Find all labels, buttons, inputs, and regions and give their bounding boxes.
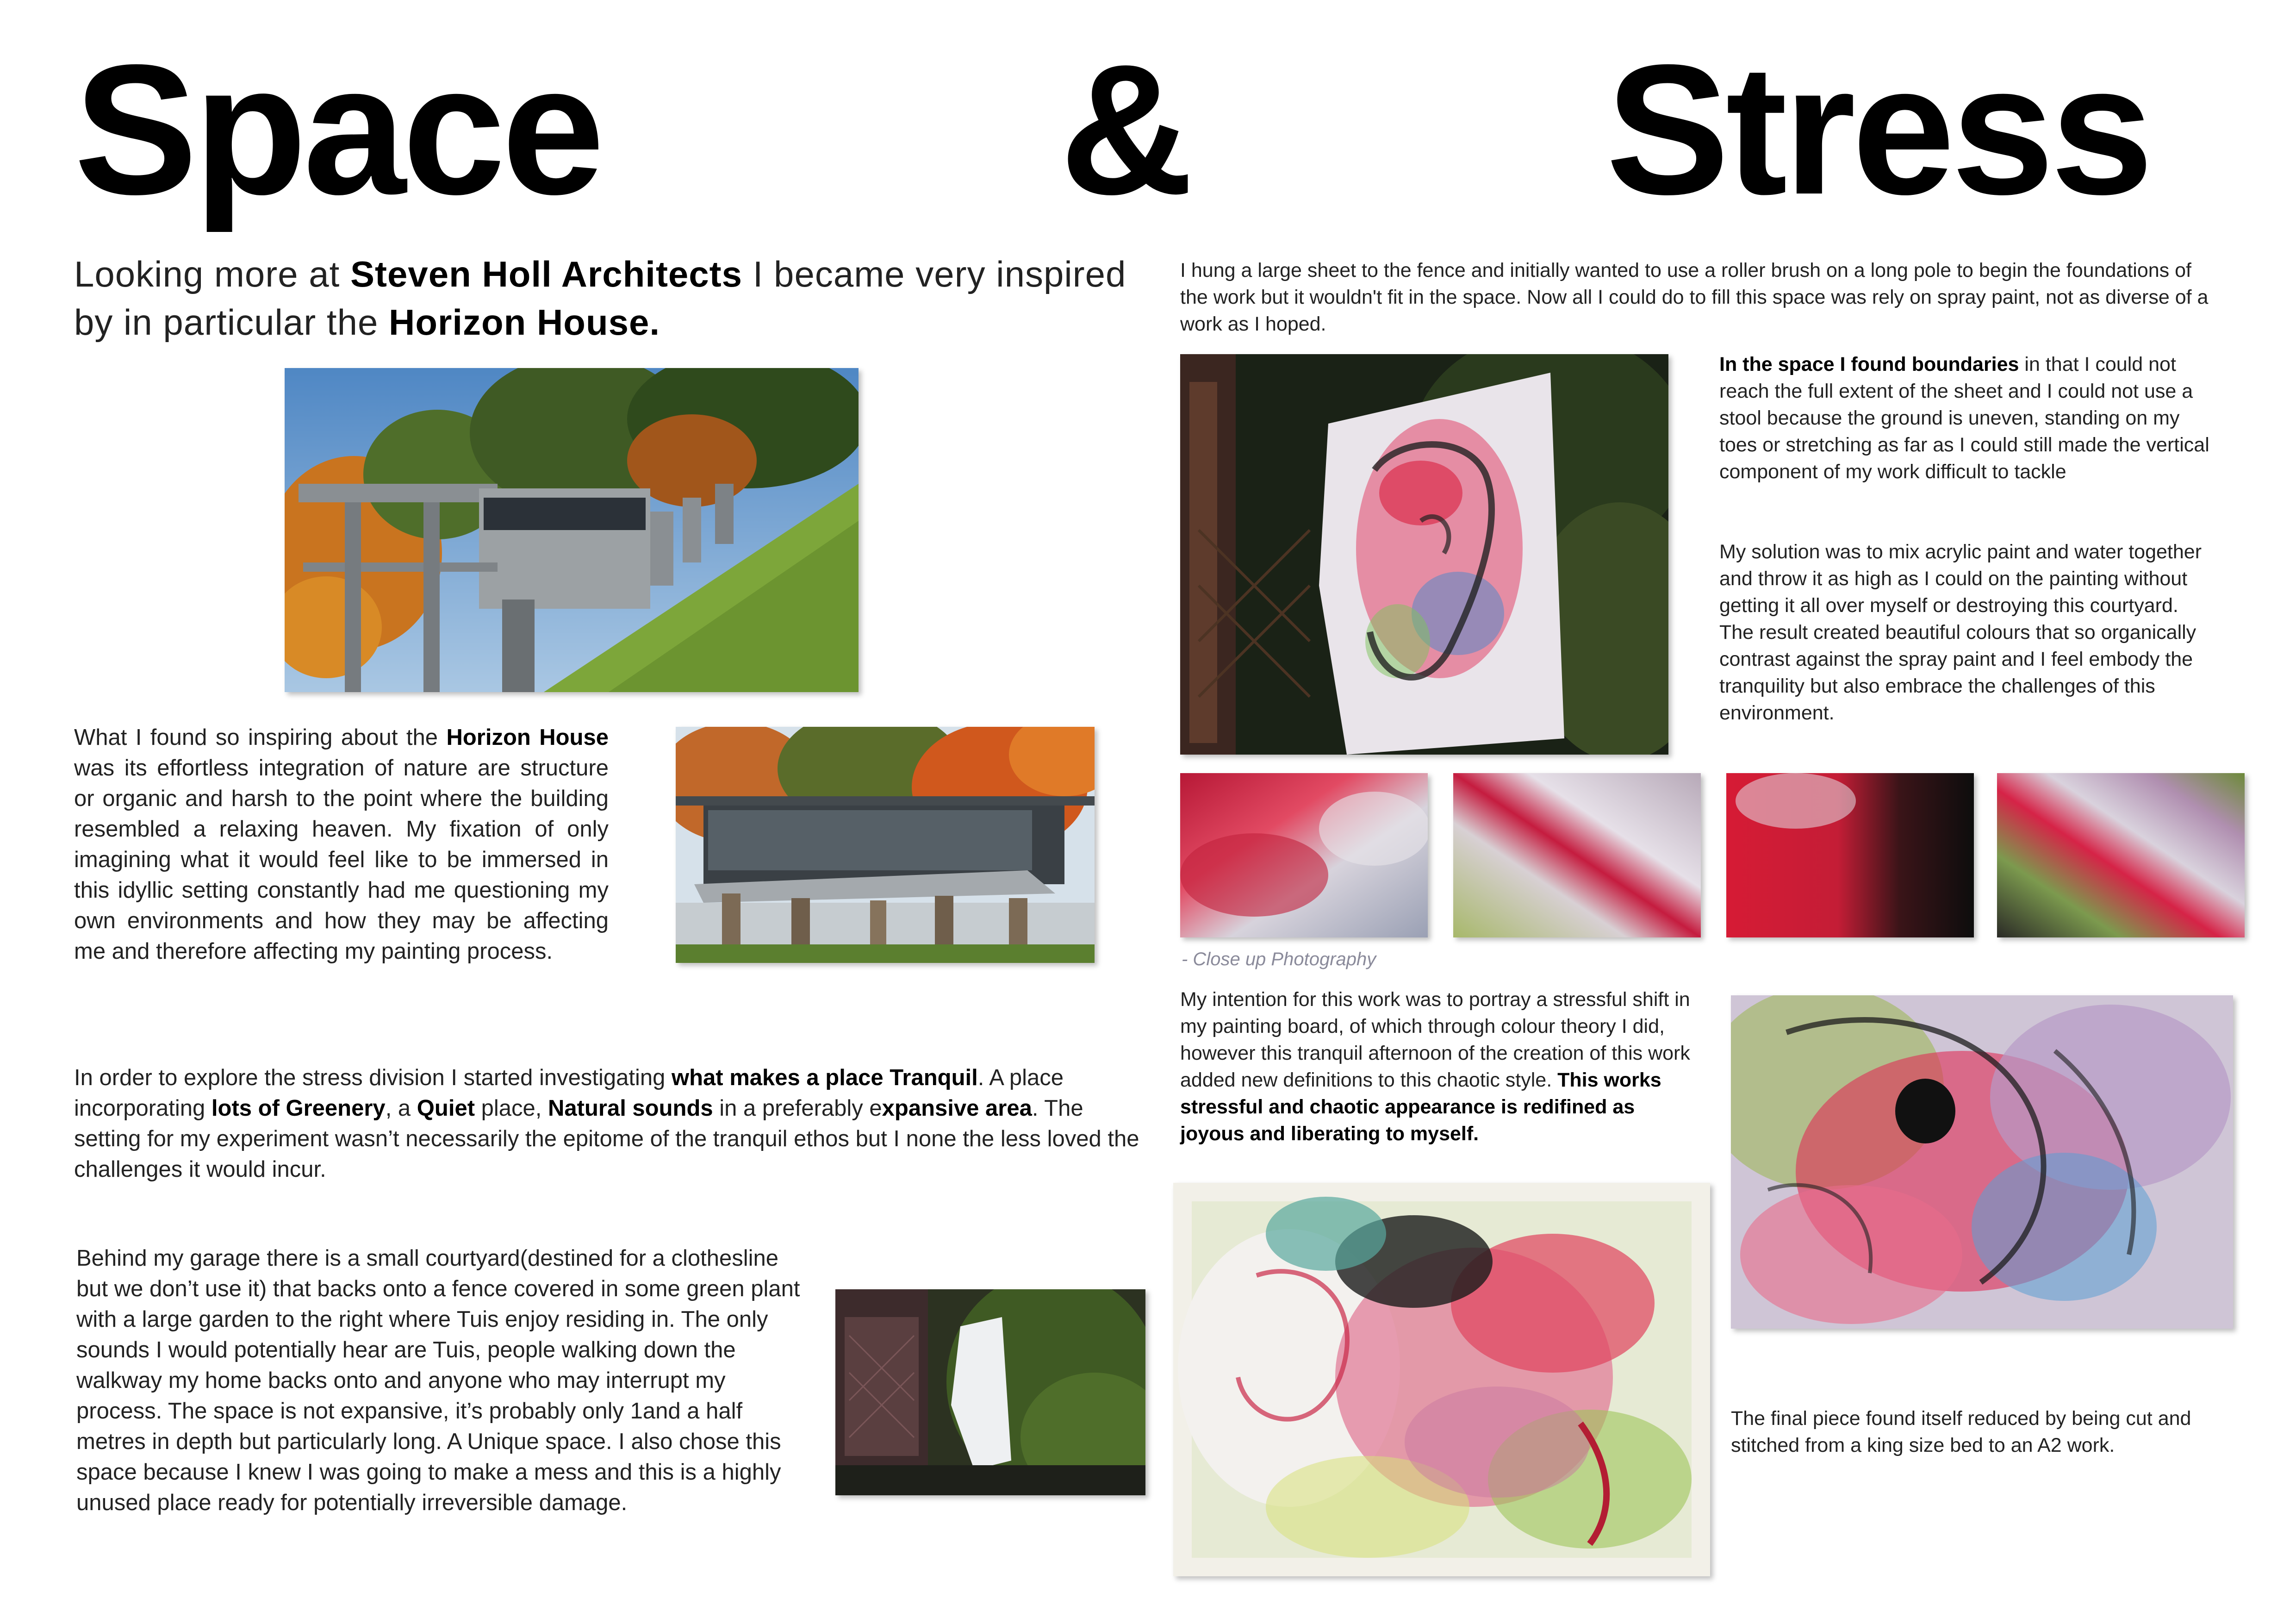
closeup-photo-2 [1453,773,1701,937]
courtyard-photo [835,1289,1145,1495]
intro-text: Looking more at Steven Holl Architects I became very inspired by in particular the Horizon House. [74,254,1126,343]
steven-holl-architects: Steven Holl Architects [350,254,743,294]
horizon-house: Horizon House. [389,302,660,343]
stress-paragraph: In order to explore the stress division I started investigating what makes a place Tranquil. A place incorporating lots of Greenery, a Quiet place, Natural sounds in a preferably expansive area. The setting for my experiment wasn’t necessarily the epitome of the tranquil ethos but I none the less loved the challenges it would incur. [74,1065,1139,1182]
final-paragraph: The final piece found itself reduced by being cut and stitched from a king size bed to an A2 work. [1731,1407,2191,1456]
intention-paragraph: My intention for this work was to portray a stressful shift in my painting board, of which through colour theory I did, however this tranquil afternoon of the creation of this work added new definitions to this chaotic style. This works stressful and chaotic appearance is redifined as joyous and liberating to myself. [1180,988,1690,1145]
solution-paragraph: My solution was to mix acrylic paint and water together and throw it as high as I could on the painting without getting it all over myself or destroying this courtyard. The result created beautiful colours that so organically contrast against the spray paint and I feel embody the tranquility but also embrace the challenges of this environment. [1719,541,2202,724]
garage-paragraph: Behind my garage there is a small courtyard(destined for a clothesline but we don’t use it) that backs onto a fence covered in some green plant with a large garden to the right where Tuis enjoy residing in. The only sounds I would potentially hear are Tuis, people walking down the walkway my home backs onto and anyone who may interrupt my process. The space is not expansive, it’s probably only 1and a half metres in depth but particularly long. A Unique space. I also chose this space because I knew I was going to make a mess and this is a highly unused place ready for potentially irreversible damage. [76,1246,800,1515]
title-stress: Stress [1606,26,2150,233]
closeup-photo-3 [1726,773,1974,937]
title-space: Space [74,26,601,233]
final-piece-detail-photo [1731,995,2233,1329]
boundaries-paragraph: In the space I found boundaries in that I could not reach the full extent of the sheet and I could not use a stool because the ground is uneven, standing on my toes or stretching as far as I could still made the vertical component of my work difficult to tackle [1719,353,2209,483]
sheet-on-fence-photo [1180,354,1668,755]
closeup-caption: - Close up Photography [1182,949,1376,969]
sheet-paragraph: I hung a large sheet to the fence and initially wanted to use a roller brush on a long pole to begin the foundations of the work but it wouldn't fit in the space. Now all I could do to fill this space was rely on spray paint, not as diverse of a work as I hoped. [1180,259,2209,335]
final-piece-photo [1173,1183,1710,1576]
title-ampersand: & [1060,26,1190,233]
horizon-house-photo-2 [676,727,1095,963]
closeup-photo-4 [1997,773,2245,937]
inspiring-paragraph: What I found so inspiring about the Horizon House was its effortless integration of nature are structure or organic and harsh to the point where the building resembled a relaxing heaven. My fixation of only imagining what it would feel like to be immersed in this idyllic setting constantly had me questioning my own environments and how they may be affecting me and therefore affecting my painting process. [74,725,609,964]
horizon-house-photo-1 [285,368,859,692]
closeup-photo-1 [1180,773,1428,937]
